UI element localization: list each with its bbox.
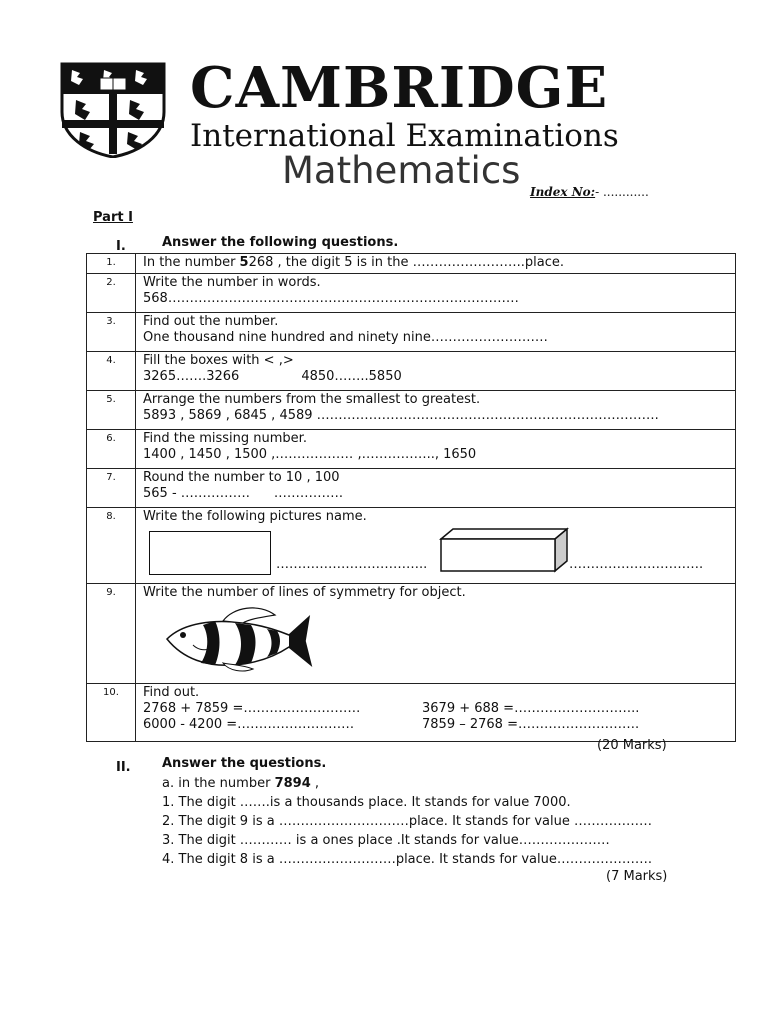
question-prompt: Write the number of lines of symmetry for object. [143, 585, 466, 600]
question-number: 2. [87, 274, 136, 313]
section2-heading [116, 756, 327, 775]
question-number: 3. [87, 313, 136, 352]
q1-text-post: 268 , the digit 5 is in the ……………………..place. [248, 255, 564, 270]
question-cell [136, 684, 736, 742]
section2-marks: (7 Marks) [606, 869, 668, 884]
section1-title: Answer the following questions. [162, 235, 399, 250]
difference-1: 6000 - 4200 =……………………… [143, 717, 355, 732]
question-cell [136, 352, 736, 391]
rectangle-shape [149, 531, 271, 575]
table-row [87, 508, 736, 584]
answer-line: One thousand nine hundred and ninety nine……………………… [143, 330, 548, 345]
difference-2: 7859 – 2768 =………………………. [422, 717, 640, 732]
question-prompt: Find out. [143, 685, 200, 700]
question-number: 8. [87, 508, 136, 584]
section2-title: Answer the questions. [162, 756, 327, 771]
answer-line: 568……………………………………………………………………… [143, 291, 519, 306]
table-row [87, 584, 736, 684]
table-row [87, 469, 736, 508]
questions-table [86, 253, 736, 742]
question-cell [136, 584, 736, 684]
table-row [87, 313, 736, 352]
question-prompt: Find out the number. [143, 314, 279, 329]
fish-image [163, 605, 315, 675]
question-number: 6. [87, 430, 136, 469]
intro-comma: , [310, 776, 320, 791]
question-number: 9. [87, 584, 136, 684]
index-value: - ............ [595, 185, 649, 199]
q1-bold-digit: 5 [239, 255, 249, 270]
question-number: 1. [87, 254, 136, 274]
question-cell [136, 313, 736, 352]
answer-line: 1400 , 1450 , 1500 ,……………… ,…………….., 1650 [143, 447, 477, 462]
question-prompt: Fill the boxes with < ,> [143, 353, 294, 368]
section2-intro [162, 774, 652, 793]
table-row [87, 430, 736, 469]
sum-2: 3679 + 688 =……………………….. [422, 701, 640, 716]
question-prompt: Arrange the numbers from the smallest to greatest. [143, 392, 481, 407]
cuboid-shape [439, 527, 569, 573]
list-item: 4. The digit 8 is a ………………………place. It stands for value…………………. [162, 852, 653, 867]
question-number: 4. [87, 352, 136, 391]
answer-line: 5893 , 5869 , 6845 , 4589 ……………………………………………………………………. [143, 408, 659, 423]
question-prompt: Find the missing number. [143, 431, 307, 446]
section1-marks: (20 Marks) [597, 738, 667, 753]
table-row [87, 684, 736, 742]
rectangle-answer-line: …………………………….. [276, 557, 428, 572]
question-cell [136, 430, 736, 469]
round-100-answer: ……………. [273, 486, 344, 501]
table-row [87, 352, 736, 391]
table-row [87, 274, 736, 313]
brand-title: CAMBRIDGE [190, 55, 609, 121]
question-cell [136, 469, 736, 508]
question-cell [136, 274, 736, 313]
part-title: Part I [93, 210, 133, 225]
brand-subtitle: International Examinations [190, 118, 619, 154]
question-number: 7. [87, 469, 136, 508]
question-cell [136, 508, 736, 584]
intro-text: a. in the number [162, 776, 275, 791]
index-label: Index No: [530, 185, 596, 199]
table-row [87, 391, 736, 430]
compare-b: 4850……..5850 [301, 369, 402, 384]
sum-1: 2768 + 7859 =……………………… [143, 701, 361, 716]
cuboid-answer-line: …………………………. [569, 557, 704, 572]
question-number: 10. [87, 684, 136, 742]
table-row [87, 254, 736, 274]
question-prompt: Write the following pictures name. [143, 509, 367, 524]
cambridge-crest-logo [58, 62, 168, 158]
question-cell [136, 254, 736, 274]
question-prompt: Write the number in words. [143, 275, 321, 290]
index-number [530, 185, 649, 199]
question-cell [136, 391, 736, 430]
section2-list [162, 774, 652, 869]
question-number: 5. [87, 391, 136, 430]
list-item: 1. The digit …….is a thousands place. It stands for value 7000. [162, 795, 571, 810]
compare-a: 3265…….3266 [143, 369, 240, 384]
q1-text-pre: In the number [143, 255, 240, 270]
subject-title: Mathematics [282, 149, 521, 192]
intro-number: 7894 [274, 776, 311, 791]
question-prompt: Round the number to 10 , 100 [143, 470, 340, 485]
section2-number: II. [116, 760, 131, 775]
section1-heading [116, 235, 399, 254]
list-item: 3. The digit ………… is a ones place .It stands for value………………… [162, 833, 610, 848]
list-item: 2. The digit 9 is a …………………………place. It stands for value ……………… [162, 814, 653, 829]
round-10-answer: 565 - ……………. [143, 486, 250, 501]
section1-number: I. [116, 239, 126, 254]
